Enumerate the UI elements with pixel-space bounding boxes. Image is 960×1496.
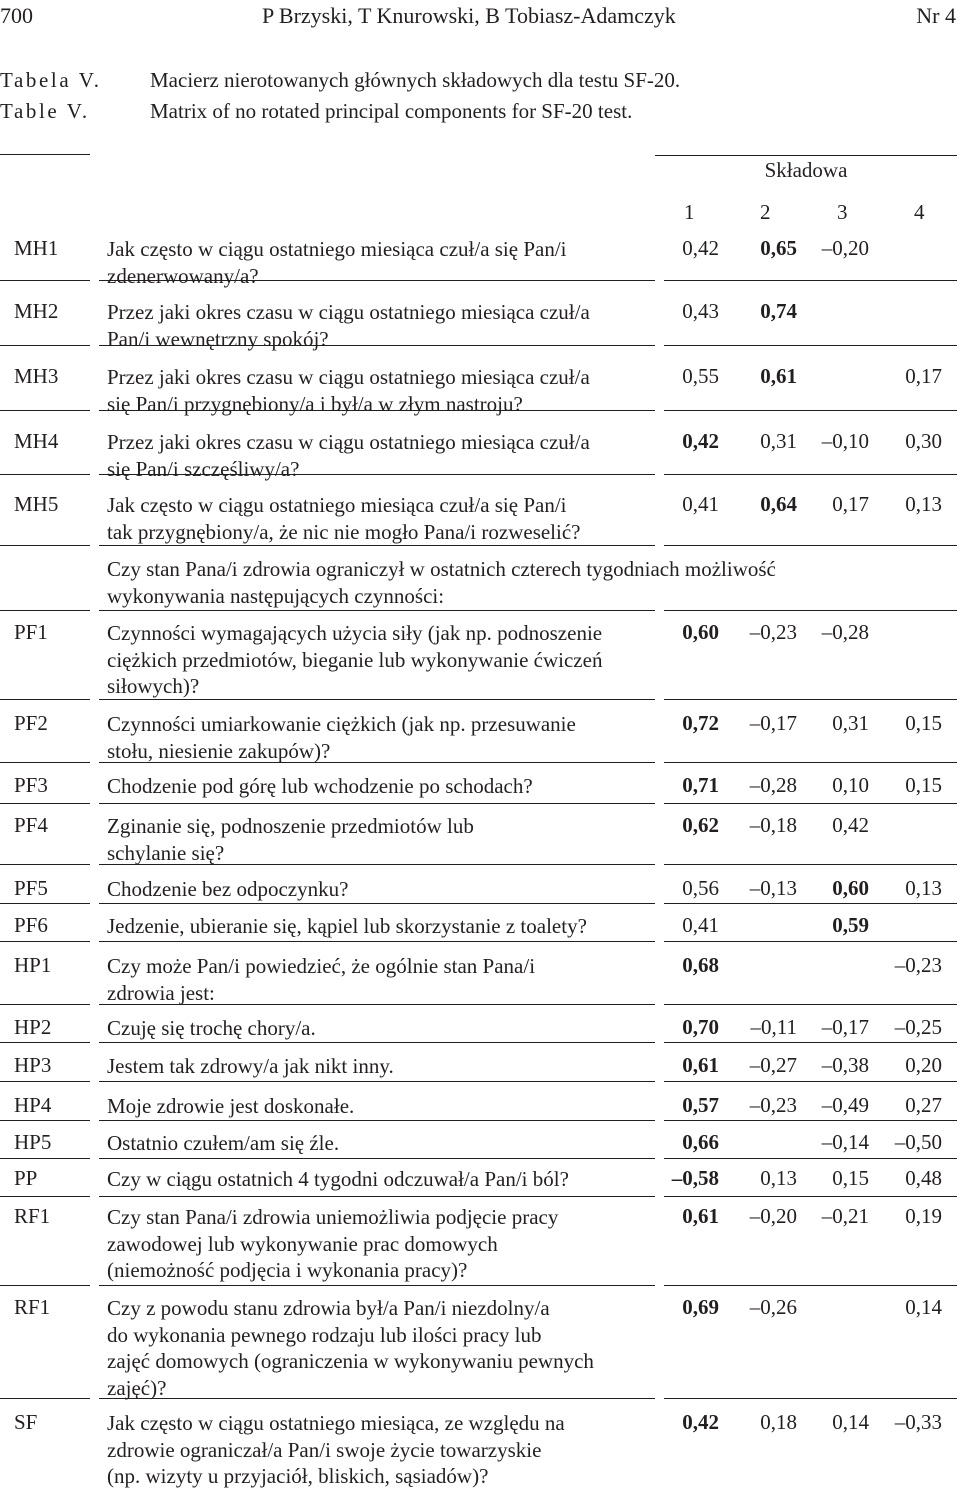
item-code: RF1 <box>14 1204 51 1228</box>
loading-value-c1: 0,69 <box>682 1295 719 1319</box>
loading-value-c3: –0,21 <box>821 1204 869 1228</box>
item-code: MH5 <box>14 492 59 516</box>
item-question: Czy z powodu stanu zdrowia był/a Pan/i niezdolny/a do wykonania pewnego rodzaju lub ilości pracy lub zajęć domowych (ograniczenia w wykonywaniu pewnych zajęć)? <box>107 1296 594 1400</box>
running-header-authors: P Brzyski, T Knurowski, B Tobiasz-Adamczyk <box>262 3 676 28</box>
loading-value-c4: –0,23 <box>894 953 942 977</box>
loading-value-c1: 0,71 <box>682 773 719 797</box>
loading-value-c1: 0,61 <box>682 1204 719 1228</box>
loading-value-c3: 0,15 <box>832 1166 869 1190</box>
row-divider <box>0 1398 90 1399</box>
item-code: HP4 <box>14 1093 52 1117</box>
loading-value-c4: 0,20 <box>905 1053 942 1077</box>
row-divider <box>664 699 957 700</box>
loading-value-c4: 0,17 <box>905 364 942 388</box>
row-divider <box>99 803 655 804</box>
loading-value-c2: –0,23 <box>749 620 797 644</box>
loading-value-c4: 0,30 <box>905 429 942 453</box>
row-divider <box>0 864 90 865</box>
loading-value-c2: –0,28 <box>749 773 797 797</box>
loading-value-c2: –0,18 <box>749 813 797 837</box>
loading-value-c1: 0,42 <box>682 1410 719 1434</box>
loading-value-c2: 0,74 <box>760 299 797 323</box>
item-code: SF <box>14 1410 38 1434</box>
item-question: Jedzenie, ubieranie się, kąpiel lub skorzystanie z toalety? <box>107 914 587 938</box>
row-divider <box>99 610 655 611</box>
row-divider <box>0 941 90 942</box>
item-question: Ostatnio czułem/am się źle. <box>107 1131 340 1155</box>
loading-value-c2: –0,20 <box>749 1204 797 1228</box>
loading-value-c4: –0,50 <box>894 1130 942 1154</box>
item-question: Zginanie się, podnoszenie przedmiotów lub schylanie się? <box>107 814 474 865</box>
item-code: HP2 <box>14 1015 52 1039</box>
item-question: Przez jaki okres czasu w ciągu ostatniego miesiąca czuł/a Pan/i wewnętrzny spokój? <box>107 300 590 351</box>
item-code: PF3 <box>14 773 48 797</box>
loading-value-c3: 0,42 <box>832 813 869 837</box>
row-divider <box>0 1004 90 1005</box>
row-divider <box>0 903 90 904</box>
column-header-4: 4 <box>914 200 925 224</box>
row-divider <box>0 345 90 346</box>
loading-value-c4: 0,15 <box>905 711 942 735</box>
loading-value-c3: 0,17 <box>832 492 869 516</box>
loading-value-c3: 0,31 <box>832 711 869 735</box>
loading-value-c4: –0,25 <box>894 1015 942 1039</box>
row-divider <box>664 1285 957 1286</box>
row-divider <box>0 610 90 611</box>
row-divider <box>0 1196 90 1197</box>
caption-title-polish: Macierz nierotowanych głównych składowych dla testu SF-20. <box>150 68 681 92</box>
row-divider <box>664 1120 957 1121</box>
item-code: PP <box>14 1166 38 1190</box>
row-divider <box>664 1398 957 1399</box>
row-divider <box>664 610 957 611</box>
row-divider <box>664 345 957 346</box>
column-header-2: 2 <box>760 200 771 224</box>
loading-value-c1: 0,61 <box>682 1053 719 1077</box>
item-question: Przez jaki okres czasu w ciągu ostatniego miesiąca czuł/a się Pan/i szczęśliwy/a? <box>107 430 590 481</box>
row-divider <box>0 154 90 155</box>
item-question: Jestem tak zdrowy/a jak nikt inny. <box>107 1054 394 1078</box>
item-code: HP1 <box>14 953 52 977</box>
item-code: HP3 <box>14 1053 52 1077</box>
row-divider <box>99 941 655 942</box>
item-question: Moje zdrowie jest doskonałe. <box>107 1094 355 1118</box>
item-question: Jak często w ciągu ostatniego miesiąca czuł/a się Pan/i zdenerwowany/a? <box>107 237 567 288</box>
loading-value-c1: 0,72 <box>682 711 719 735</box>
item-question: Czy w ciągu ostatnich 4 tygodni odczuwał/a Pan/i ból? <box>107 1167 569 1191</box>
column-header-3: 3 <box>837 200 848 224</box>
item-code: MH1 <box>14 236 59 260</box>
loading-value-c2: 0,65 <box>760 236 797 260</box>
row-divider <box>0 410 90 411</box>
loading-value-c3: 0,59 <box>832 913 869 937</box>
row-divider <box>0 762 90 763</box>
loading-value-c1: 0,42 <box>682 429 719 453</box>
loading-value-c4: 0,15 <box>905 773 942 797</box>
loading-value-c1: 0,56 <box>682 876 719 900</box>
loading-value-c3: –0,49 <box>821 1093 869 1117</box>
item-code: MH3 <box>14 364 59 388</box>
row-divider <box>664 1042 957 1043</box>
loading-value-c4: 0,13 <box>905 492 942 516</box>
row-divider <box>664 1081 957 1082</box>
loading-value-c3: –0,10 <box>821 429 869 453</box>
row-divider <box>0 1285 90 1286</box>
loading-value-c3: –0,17 <box>821 1015 869 1039</box>
item-question: Czy może Pan/i powiedzieć, że ogólnie stan Pana/i zdrowia jest: <box>107 954 536 1005</box>
item-code: PF4 <box>14 813 48 837</box>
row-divider <box>99 1196 655 1197</box>
row-divider <box>664 864 957 865</box>
journal-issue: Nr 4 <box>916 3 956 28</box>
loading-value-c3: –0,38 <box>821 1053 869 1077</box>
row-divider <box>0 1158 90 1159</box>
item-code: RF1 <box>14 1295 51 1319</box>
row-divider <box>99 1042 655 1043</box>
row-divider <box>664 941 957 942</box>
item-question: Jak często w ciągu ostatniego miesiąca, ze względu na zdrowie ograniczał/a Pan/i swoje życie towarzyskie (np. wizyty u przyjaciół, bliskich, sąsiadów)? <box>107 1411 565 1488</box>
loading-value-c2: 0,13 <box>760 1166 797 1190</box>
row-divider <box>99 903 655 904</box>
row-divider <box>0 803 90 804</box>
loading-value-c2: –0,23 <box>749 1093 797 1117</box>
row-divider <box>0 699 90 700</box>
loading-value-c1: 0,66 <box>682 1130 719 1154</box>
row-divider <box>664 545 957 546</box>
loading-value-c2: –0,17 <box>749 711 797 735</box>
loading-value-c2: 0,18 <box>760 1410 797 1434</box>
item-question: Przez jaki okres czasu w ciągu ostatniego miesiąca czuł/a się Pan/i przygnębiony/a i był/a w złym nastroju? <box>107 365 590 416</box>
row-divider <box>99 1120 655 1121</box>
loading-value-c4: –0,33 <box>894 1410 942 1434</box>
row-divider <box>99 1081 655 1082</box>
item-code: HP5 <box>14 1130 52 1154</box>
loading-value-c4: 0,48 <box>905 1166 942 1190</box>
column-header-1: 1 <box>684 200 695 224</box>
item-code: PF5 <box>14 876 48 900</box>
item-code: PF1 <box>14 620 48 644</box>
loading-value-c3: –0,14 <box>821 1130 869 1154</box>
row-divider <box>664 410 957 411</box>
component-header: Składowa <box>764 158 848 182</box>
row-divider <box>99 1158 655 1159</box>
row-divider <box>664 803 957 804</box>
loading-value-c2: 0,31 <box>760 429 797 453</box>
item-question: Czynności wymagających użycia siły (jak np. podnoszenie ciężkich przedmiotów, bieganie lub wykonywanie ćwiczeń siłowych)? <box>107 621 603 698</box>
item-question: Chodzenie bez odpoczynku? <box>107 877 349 901</box>
item-question: Chodzenie pod górę lub wchodzenie po schodach? <box>107 774 533 798</box>
item-question: Czuję się trochę chory/a. <box>107 1016 316 1040</box>
loading-value-c1: 0,68 <box>682 953 719 977</box>
loading-value-c4: 0,14 <box>905 1295 942 1319</box>
loading-value-c1: 0,41 <box>682 492 719 516</box>
row-divider <box>0 1120 90 1121</box>
loading-value-c2: –0,13 <box>749 876 797 900</box>
caption-title-english: Matrix of no rotated principal components for SF-20 test. <box>150 99 633 123</box>
caption-label-english: Table V. <box>0 99 90 123</box>
loading-value-c3: 0,14 <box>832 1410 869 1434</box>
caption-label-polish: Tabela V. <box>0 68 102 92</box>
item-question: Czynności umiarkowanie ciężkich (jak np. przesuwanie stołu, niesienie zakupów)? <box>107 712 576 763</box>
loading-value-c3: 0,10 <box>832 773 869 797</box>
loading-value-c1: 0,70 <box>682 1015 719 1039</box>
row-divider <box>0 474 90 475</box>
loading-value-c3: –0,28 <box>821 620 869 644</box>
loading-value-c2: –0,26 <box>749 1295 797 1319</box>
row-divider <box>0 545 90 546</box>
loading-value-c2: –0,27 <box>749 1053 797 1077</box>
loading-value-c3: 0,60 <box>832 876 869 900</box>
row-divider <box>664 903 957 904</box>
row-divider <box>664 280 957 281</box>
page-number: 700 <box>0 3 33 28</box>
item-question: Jak często w ciągu ostatniego miesiąca czuł/a się Pan/i tak przygnębiony/a, że nic nie mogło Pana/i rozweselić? <box>107 493 581 544</box>
loading-value-c1: 0,42 <box>682 236 719 260</box>
loading-value-c1: 0,41 <box>682 913 719 937</box>
row-divider <box>664 1004 957 1005</box>
loading-value-c4: 0,19 <box>905 1204 942 1228</box>
loading-value-c1: –0,58 <box>671 1166 719 1190</box>
row-divider <box>99 545 655 546</box>
row-divider <box>99 1285 655 1286</box>
loading-value-c3: –0,20 <box>821 236 869 260</box>
item-code: MH4 <box>14 429 59 453</box>
item-code: MH2 <box>14 299 59 323</box>
row-divider <box>0 1042 90 1043</box>
row-divider <box>664 474 957 475</box>
row-divider <box>0 1081 90 1082</box>
item-code: PF2 <box>14 711 48 735</box>
row-divider <box>664 1158 957 1159</box>
section-note: Czy stan Pana/i zdrowia ograniczył w ostatnich czterech tygodniach możliwość wykonywania następujących czynności: <box>107 557 776 608</box>
row-divider <box>0 280 90 281</box>
row-divider <box>664 762 957 763</box>
loading-value-c1: 0,43 <box>682 299 719 323</box>
loading-value-c2: –0,11 <box>750 1015 797 1039</box>
loading-value-c1: 0,57 <box>682 1093 719 1117</box>
loading-value-c1: 0,62 <box>682 813 719 837</box>
loading-value-c1: 0,55 <box>682 364 719 388</box>
loading-value-c1: 0,60 <box>682 620 719 644</box>
item-code: PF6 <box>14 913 48 937</box>
loading-value-c2: 0,61 <box>760 364 797 388</box>
loading-value-c4: 0,27 <box>905 1093 942 1117</box>
loading-value-c4: 0,13 <box>905 876 942 900</box>
row-divider <box>664 1196 957 1197</box>
item-question: Czy stan Pana/i zdrowia uniemożliwia podjęcie pracy zawodowej lub wykonywanie prac domowych (niemożność podjęcia i wykonania pracy)? <box>107 1205 559 1282</box>
loading-value-c2: 0,64 <box>760 492 797 516</box>
